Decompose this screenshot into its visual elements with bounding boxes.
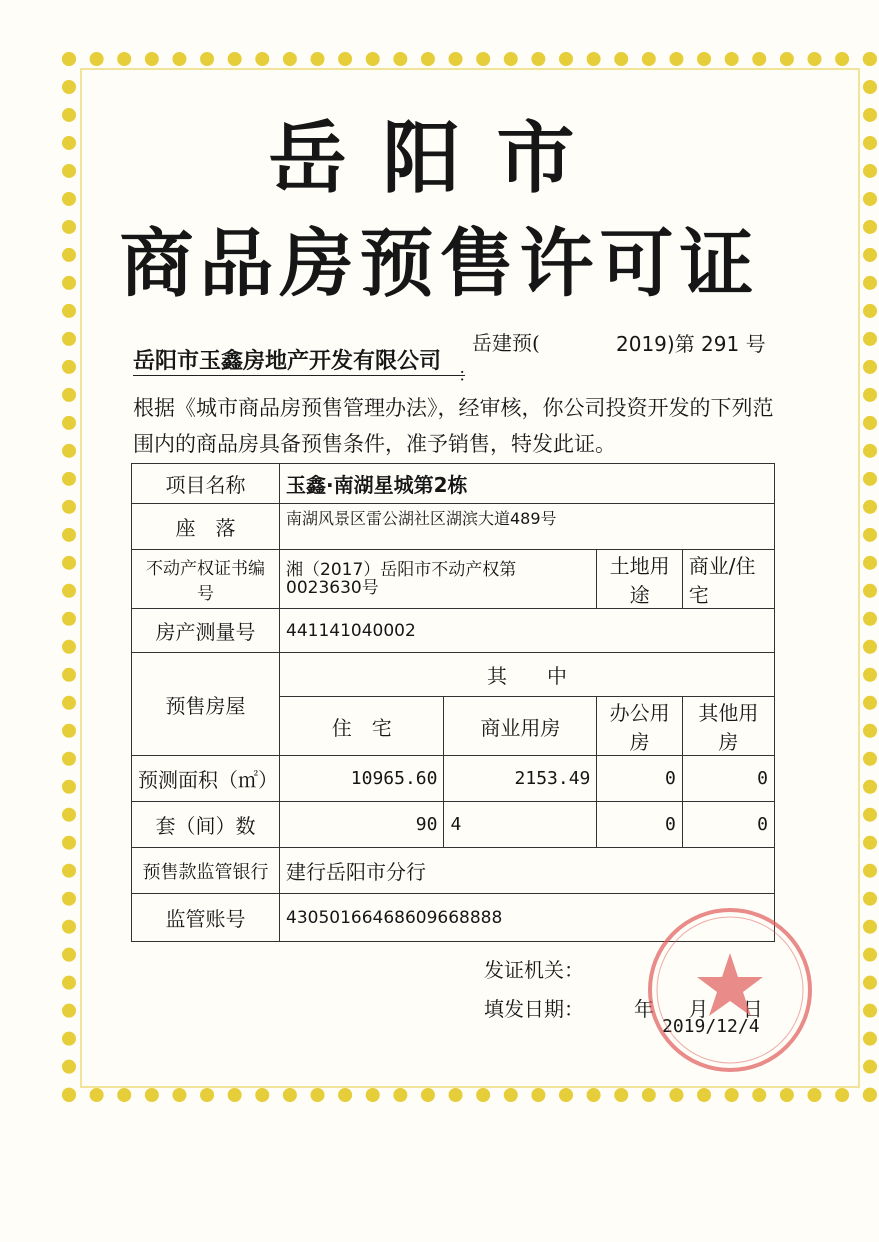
issue-date-value: 2019/12/4 (662, 1016, 760, 1037)
company-colon: ： (458, 365, 476, 386)
col-other: 其他用房 (682, 697, 774, 756)
property-cert-value: 湘（2017）岳阳市不动产权第0023630号 (280, 550, 597, 609)
permit-number: 2019)第 291 号 (616, 332, 766, 356)
presale-housing-label: 预售房屋 (132, 653, 280, 756)
land-use-value: 商业/住宅 (682, 550, 774, 609)
survey-number-label: 房产测量号 (132, 609, 280, 653)
official-seal (645, 905, 815, 1075)
issue-date-label: 填发日期： (484, 997, 584, 1021)
account-label: 监管账号 (132, 894, 280, 942)
survey-number-value: 441141040002 (280, 609, 775, 653)
area-commercial: 2153.49 (444, 756, 597, 802)
permit-number-prefix: 岳建预( (472, 331, 540, 355)
approval-paragraph: 根据《城市商品房预售管理办法》，经审核，你公司投资开发的下列范围内的商品房具备预售条件，准予销售，特发此证。 (133, 396, 774, 456)
project-name-value: 玉鑫·南湖星城第2栋 (280, 464, 775, 504)
area-office: 0 (597, 756, 682, 802)
units-office: 0 (597, 802, 682, 848)
bank-value: 建行岳阳市分行 (280, 848, 775, 894)
among-label: 其 中 (280, 653, 775, 697)
certificate-title: 商品房预售许可证 (119, 221, 760, 307)
area-other: 0 (682, 756, 774, 802)
land-use-label: 土地用途 (597, 550, 682, 609)
units-commercial: 4 (444, 802, 597, 848)
col-residential: 住 宅 (280, 697, 444, 756)
location-label: 座 落 (132, 504, 280, 550)
bank-label: 预售款监管银行 (132, 848, 280, 894)
issue-date-ymd: 年 月 日 (634, 997, 763, 1021)
area-residential: 10965.60 (280, 756, 444, 802)
units-other: 0 (682, 802, 774, 848)
issuing-authority-label: 发证机关： (484, 958, 584, 982)
company-name: 岳阳市玉鑫房地产开发有限公司 (133, 344, 465, 376)
area-label: 预测面积（㎡） (132, 756, 280, 802)
col-office: 办公用房 (597, 697, 682, 756)
presale-info-table (131, 463, 775, 942)
certificate-title-city: 岳阳市 (268, 114, 611, 204)
location-value: 南湖风景区雷公湖社区湖滨大道489号 (280, 504, 775, 550)
property-cert-label: 不动产权证书编号 (132, 550, 280, 609)
col-commercial: 商业用房 (444, 697, 597, 756)
project-name-label: 项目名称 (132, 464, 280, 504)
units-label: 套（间）数 (132, 802, 280, 848)
seal-star-icon (697, 953, 763, 1016)
account-value: 43050166468609668888 (280, 894, 775, 942)
units-residential: 90 (280, 802, 444, 848)
